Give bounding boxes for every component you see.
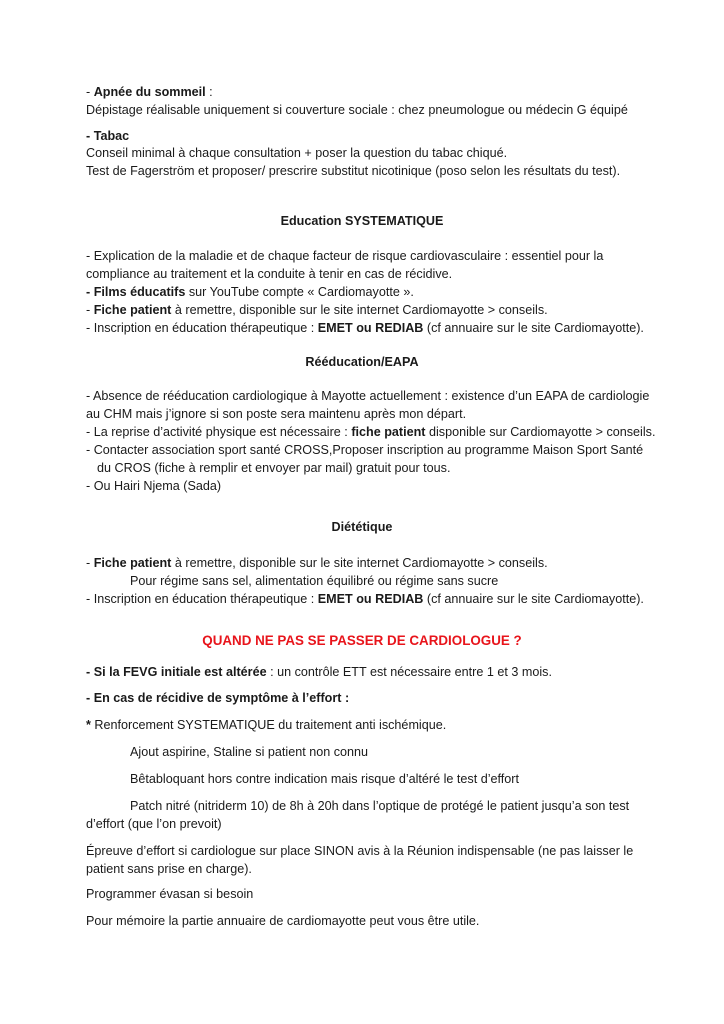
education-line-2: compliance au traitement et la conduite à tenir en cas de récidive. (86, 267, 453, 281)
reeducation-line-4: - Contacter association sport santé CROSS,Proposer inscription au programme Maison Sport Santé (86, 443, 644, 457)
aspirine-line: Ajout aspirine, Staline si patient non connu (130, 745, 369, 759)
reeducation-line-5: du CROS (fiche à remplir et envoyer par mail) gratuit pour tous. (97, 461, 451, 475)
apnea-title: Apnée du sommeil (93, 85, 206, 99)
reeducation-line-6: - Ou Hairi Njema (Sada) (86, 479, 222, 493)
dietetique-heading: Diététique (331, 520, 393, 534)
reeducation-line-3: - La reprise d’activité physique est nécessaire : fiche patient disponible sur Cardiomayotte > conseils. (86, 425, 656, 439)
dietetique-regime: Pour régime sans sel, alimentation équilibré ou régime sans sucre (130, 574, 499, 588)
recidive-title: - En cas de récidive de symptôme à l’effort : (86, 691, 350, 705)
education-films: - Films éducatifs sur YouTube compte « Cardiomayotte ». (86, 285, 414, 299)
apnea-line: - Apnée du sommeil : (86, 85, 213, 99)
reeducation-heading: Rééducation/EAPA (305, 355, 419, 369)
reeducation-line-2: au CHM mais j’ignore si son poste sera maintenu après mon départ. (86, 407, 467, 421)
patch-line-1: Patch nitré (nitriderm 10) de 8h à 20h dans l’optique de protégé le patient jusqu’a son test (130, 799, 630, 813)
renforcement-line: * Renforcement SYSTEMATIQUE du traitement anti ischémique. (86, 718, 447, 732)
tabac-title: - Tabac (86, 129, 130, 143)
fevg-line: - Si la FEVG initiale est altérée : un contrôle ETT est nécessaire entre 1 et 3 mois. (86, 665, 552, 679)
cardiologue-heading: QUAND NE PAS SE PASSER DE CARDIOLOGUE ? (202, 633, 522, 648)
tabac-line-2: Test de Fagerström et proposer/ prescrire substitut nicotinique (poso selon les résultats du test). (86, 164, 621, 178)
betabloquant-line: Bêtabloquant hors contre indication mais risque d’altéré le test d’effort (130, 772, 519, 786)
education-heading: Education SYSTEMATIQUE (280, 214, 444, 228)
dietetique-inscription: - Inscription en éducation thérapeutique : EMET ou REDIAB (cf annuaire sur le site Cardiomayotte). (86, 592, 644, 606)
education-inscription: - Inscription en éducation thérapeutique : EMET ou REDIAB (cf annuaire sur le site Cardiomayotte). (86, 321, 644, 335)
education-fiche: - Fiche patient à remettre, disponible sur le site internet Cardiomayotte > conseils. (86, 303, 548, 317)
epreuve-line-1: Épreuve d’effort si cardiologue sur place SINON avis à la Réunion indispensable (ne pas laisser le (86, 844, 634, 858)
reeducation-line-1: - Absence de rééducation cardiologique à Mayotte actuellement : existence d’un EAPA de cardiologie (86, 389, 650, 403)
apnea-text: Dépistage réalisable uniquement si couverture sociale : chez pneumologue ou médecin G équipé (86, 103, 628, 117)
evasan-line: Programmer évasan si besoin (86, 887, 254, 901)
education-line-1: - Explication de la maladie et de chaque facteur de risque cardiovasculaire : essentiel pour la (86, 249, 604, 263)
dietetique-fiche: - Fiche patient à remettre, disponible sur le site internet Cardiomayotte > conseils. (86, 556, 548, 570)
epreuve-line-2: patient sans prise en charge). (86, 862, 252, 876)
tabac-line-1: Conseil minimal à chaque consultation + poser la question du tabac chiqué. (86, 146, 508, 160)
memoire-line: Pour mémoire la partie annuaire de cardiomayotte peut vous être utile. (86, 914, 480, 928)
patch-line-2: d’effort (que l’on prevoit) (86, 817, 222, 831)
